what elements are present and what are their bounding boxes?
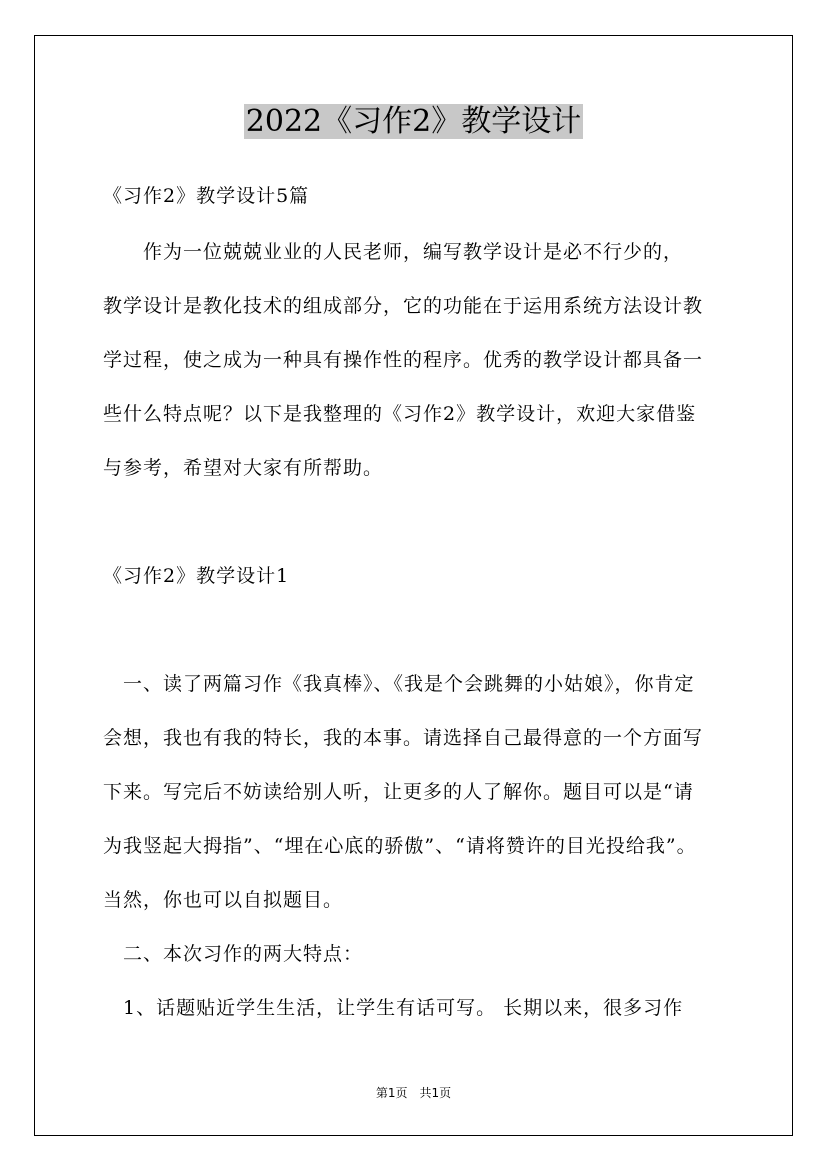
intro-line: 教学设计是教化技术的组成部分，它的功能在于运用系统方法设计教 <box>103 295 704 317</box>
page-footer: 第1页 共1页 <box>375 1086 452 1100</box>
intro-line: 学过程，使之成为一种具有操作性的程序。优秀的教学设计都具备一 <box>103 349 704 371</box>
body-line: 为我竖起大拇指”、“埋在心底的骄傲”、“请将赞许的目光投给我”。 <box>103 835 697 857</box>
document-title-container <box>0 100 827 144</box>
body-line: 1、话题贴近学生生活，让学生有话可写。 长期以来，很多习作 <box>103 997 684 1019</box>
subtitle: 《习作2》教学设计5篇 <box>103 185 310 207</box>
intro-line: 作为一位兢兢业业的人民老师，编写教学设计是必不行少的， <box>103 241 684 263</box>
document-title: 2022《习作2》教学设计 <box>245 104 582 139</box>
body-line: 一、读了两篇习作《我真棒》、《我是个会跳舞的小姑娘》，你肯定 <box>103 673 695 695</box>
body-line: 二、本次习作的两大特点： <box>103 943 364 965</box>
section-heading: 《习作2》教学设计1 <box>103 565 290 587</box>
intro-line: 些什么特点呢？以下是我整理的《习作2》教学设计，欢迎大家借鉴 <box>103 403 697 425</box>
body-line: 当然，你也可以自拟题目。 <box>103 889 344 911</box>
body-line: 下来。写完后不妨读给别人听，让更多的人了解你。题目可以是“请 <box>103 781 694 803</box>
body-line: 会想，我也有我的特长，我的本事。请选择自己最得意的一个方面写 <box>103 727 704 749</box>
intro-line: 与参考，希望对大家有所帮助。 <box>103 457 384 479</box>
